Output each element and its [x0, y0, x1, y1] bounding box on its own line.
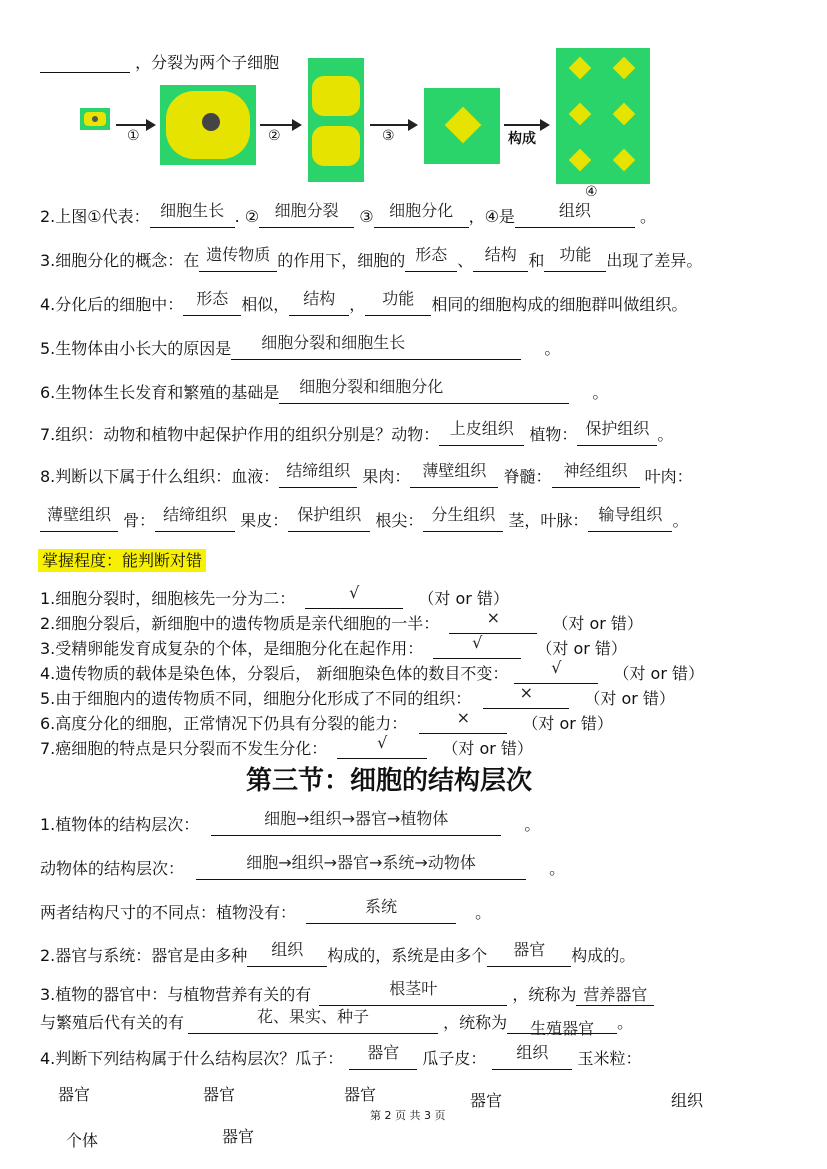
tf-question: 6.高度分化的细胞，正常情况下仍具有分裂的能力：	[40, 714, 408, 733]
tf-5	[40, 683, 675, 709]
section2-title: 掌握程度：能判断对错	[38, 549, 206, 572]
q3-blank-3	[473, 245, 528, 272]
tf-suffix: （对 or 错）	[552, 614, 643, 633]
s3-prefix: 3.植物的器官中：与植物营养有关的有	[40, 985, 312, 1004]
q3-end: 出现了差异。	[606, 251, 703, 270]
q8-blank-4	[40, 505, 118, 532]
q5-blank	[231, 333, 521, 360]
s1b-blank	[196, 853, 526, 880]
q4-end: 相同的细胞构成的细胞群叫做组织。	[431, 295, 688, 314]
q3-sep-1: 、	[457, 251, 474, 270]
q7-end: 。	[657, 425, 674, 444]
tf-suffix: （对 or 错）	[418, 589, 509, 608]
tf-question: 2.细胞分裂后，新细胞中的遗传物质是亲代细胞的一半：	[40, 614, 440, 633]
s1c-blank	[306, 897, 456, 924]
q6-answer: 细胞分裂和细胞分化	[299, 377, 444, 396]
q3-answer-1: 遗传物质	[206, 245, 271, 264]
q8-answer-1: 结缔组织	[286, 461, 351, 480]
q4-answer-2: 结构	[303, 289, 336, 308]
q3-sep-2: 和	[528, 251, 545, 270]
tf-6	[40, 708, 613, 734]
arrow-2	[260, 124, 300, 126]
s1-line	[40, 809, 541, 836]
q8-answer-5: 结缔组织	[163, 505, 228, 524]
q7-prefix: 7.组织：动物和植物中起保护作用的组织分别是？动物：	[40, 425, 440, 444]
q8-answer-6: 保护组织	[297, 505, 362, 524]
s3b-blank-2	[507, 1010, 617, 1038]
s4-label-3: 玉米粒：	[577, 1049, 642, 1068]
q6-end: 。	[592, 383, 609, 402]
tf-answer: √	[349, 583, 360, 602]
section3-title: 第三节：细胞的结构层次	[246, 766, 533, 796]
q2-answer-3: 细胞分化	[389, 201, 454, 220]
tf-blank	[514, 658, 598, 684]
s3-answer-1: 根茎叶	[389, 979, 438, 998]
q8-answer-8: 输导组织	[598, 505, 663, 524]
q2-prefix: 2.上图①代表：	[40, 207, 150, 226]
tf-blank	[305, 583, 403, 609]
handwritten-answer: 个体	[66, 1131, 99, 1150]
q4-blank-3	[365, 289, 431, 316]
s3b-line	[40, 1007, 634, 1038]
s3b-prefix: 与繁殖后代有关的有	[40, 1013, 185, 1032]
q2-end: 。	[640, 207, 657, 226]
top-blank	[40, 53, 130, 73]
s2-answer-2: 器官	[513, 940, 546, 959]
handwritten-answer: 器官	[344, 1085, 377, 1104]
s1c-prefix: 两者结构尺寸的不同点：植物没有：	[40, 903, 297, 922]
s1b-answer: 细胞→组织→器官→系统→动物体	[246, 853, 476, 872]
handwritten-answer: 器官	[203, 1085, 236, 1104]
q2-blank-3	[374, 201, 469, 228]
label-3: ③	[382, 128, 395, 144]
s1-blank	[211, 809, 501, 836]
q8-label-6: 根尖：	[375, 511, 424, 530]
tf-answer: ×	[486, 608, 500, 627]
tf-answer: ×	[456, 708, 470, 727]
tf-answer: √	[551, 658, 562, 677]
q7-line	[40, 419, 674, 446]
q7-answer-1: 上皮组织	[449, 419, 514, 438]
q2-mid-2: ③	[359, 207, 374, 226]
s3-answer-2: 营养器官	[583, 985, 648, 1004]
tf-answer: √	[377, 733, 388, 752]
s3b-mid: ，统称为	[443, 1013, 508, 1032]
q8-prefix: 8.判断以下属于什么组织：血液：	[40, 467, 280, 486]
tf-answer: √	[472, 633, 483, 652]
q4-prefix: 4.分化后的细胞中：	[40, 295, 184, 314]
q3-blank-2	[405, 245, 457, 272]
grown-cell	[160, 85, 256, 165]
q8-blank-1	[279, 461, 357, 488]
q8-answer-2: 薄壁组织	[422, 461, 487, 480]
handwritten-answer: 器官	[470, 1091, 503, 1110]
s4-prefix: 4.判断下列结构属于什么结构层次？瓜子：	[40, 1049, 344, 1068]
s4-blank-2	[492, 1043, 572, 1070]
top-line	[40, 50, 279, 73]
q7-blank-2	[577, 419, 657, 446]
tf-blank	[449, 608, 537, 634]
tf-suffix: （对 or 错）	[442, 739, 533, 758]
tf-2	[40, 608, 643, 634]
q2-blank-1	[150, 201, 235, 228]
q4-mid-2: ，	[349, 295, 366, 314]
s1c-line	[40, 897, 492, 924]
q7-blank-1	[439, 419, 524, 446]
tf-suffix: （对 or 错）	[536, 639, 627, 658]
s4-answer-1: 器官	[367, 1043, 400, 1062]
s3-blank-2	[576, 982, 654, 1006]
q8-answer-4: 薄壁组织	[46, 505, 111, 524]
arrow-1	[116, 124, 154, 126]
q3-mid-1: 的作用下，细胞的	[277, 251, 406, 270]
s3b-end: 。	[617, 1013, 634, 1032]
tissue	[556, 48, 650, 184]
q2-answer-2: 细胞分裂	[274, 201, 339, 220]
q3-answer-4: 功能	[559, 245, 592, 264]
tf-question: 3.受精卵能发育成复杂的个体，是细胞分化在起作用：	[40, 639, 424, 658]
q8-answer-3: 神经组织	[563, 461, 628, 480]
q2-line	[40, 201, 657, 228]
section2-heading	[38, 548, 206, 571]
q8-line-2	[40, 505, 689, 532]
s4-label-2: 瓜子皮：	[422, 1049, 487, 1068]
label-2: ②	[268, 128, 281, 144]
q8-end: 。	[672, 511, 689, 530]
label-4: ④	[585, 184, 598, 200]
q3-blank-4	[544, 245, 606, 272]
s2-blank-1	[247, 940, 327, 967]
q6-line	[40, 377, 609, 404]
q8-label-7: 茎，叶脉：	[508, 511, 589, 530]
s2-line	[40, 940, 636, 967]
tf-suffix: （对 or 错）	[522, 714, 613, 733]
q6-prefix: 6.生物体生长发育和繁殖的基础是	[40, 383, 280, 402]
q8-answer-7: 分生组织	[431, 505, 496, 524]
q2-blank-4	[515, 201, 635, 228]
s3b-answer-2: 生殖器官	[530, 1019, 595, 1038]
s1c-answer: 系统	[365, 897, 398, 916]
q8-label-1: 果肉：	[362, 467, 411, 486]
q8-blank-3	[552, 461, 640, 488]
s2-mid: 构成的，系统是由多个	[327, 946, 488, 965]
s2-blank-2	[487, 940, 571, 967]
q4-blank-1	[183, 289, 241, 316]
arrow-4	[504, 124, 548, 126]
tf-blank	[433, 633, 521, 659]
s4-line	[40, 1043, 642, 1070]
q5-line	[40, 333, 561, 360]
q8-blank-6	[288, 505, 370, 532]
s1-end: 。	[524, 815, 541, 834]
handwritten-answer: 器官	[58, 1085, 91, 1104]
handwritten-answer: 组织	[671, 1091, 704, 1110]
s2-prefix: 2.器官与系统：器官是由多种	[40, 946, 248, 965]
q3-answer-2: 形态	[415, 245, 448, 264]
small-cell	[80, 108, 110, 130]
tf-blank	[337, 733, 427, 759]
q3-blank-1	[199, 245, 277, 272]
label-1: ①	[127, 128, 140, 144]
s3-mid: ，统称为	[512, 985, 577, 1004]
q7-answer-2: 保护组织	[585, 419, 650, 438]
q4-answer-1: 形态	[196, 289, 229, 308]
page-footer: 第 2 页 共 3 页	[370, 1109, 446, 1122]
q7-mid: 植物：	[529, 425, 578, 444]
q3-line	[40, 245, 703, 272]
top-text: ，分裂为两个子细胞	[135, 53, 280, 72]
divided-cells	[308, 58, 364, 182]
s3b-blank-1	[188, 1007, 438, 1034]
q3-prefix: 3.细胞分化的概念：在	[40, 251, 200, 270]
s1b-line	[40, 853, 566, 880]
tf-question: 5.由于细胞内的遗传物质不同，细胞分化形成了不同的组织：	[40, 689, 472, 708]
s2-answer-1: 组织	[271, 940, 304, 959]
q4-answer-3: 功能	[382, 289, 415, 308]
q5-prefix: 5.生物体由小长大的原因是	[40, 339, 232, 358]
q8-blank-5	[155, 505, 235, 532]
q3-answer-3: 结构	[484, 245, 517, 264]
q2-answer-1: 细胞生长	[160, 201, 225, 220]
q8-blank-7	[423, 505, 503, 532]
arrow-3	[370, 124, 416, 126]
s2-end: 构成的。	[571, 946, 636, 965]
s3b-answer-1: 花、果实、种子	[257, 1007, 370, 1026]
q8-label-4: 骨：	[123, 511, 156, 530]
s1-answer: 细胞→组织→器官→植物体	[264, 809, 449, 828]
tf-4	[40, 658, 704, 684]
q4-line	[40, 289, 688, 316]
s4-answer-2: 组织	[516, 1043, 549, 1062]
s1b-prefix: 动物体的结构层次：	[40, 859, 185, 878]
tf-suffix: （对 or 错）	[584, 689, 675, 708]
s1c-end: 。	[475, 903, 492, 922]
q8-blank-8	[588, 505, 672, 532]
q6-blank	[279, 377, 569, 404]
tf-7	[40, 733, 533, 759]
tf-1	[40, 583, 509, 609]
q8-blank-2	[410, 461, 498, 488]
q2-blank-2	[259, 201, 354, 228]
q2-mid-3: ，④是	[468, 207, 515, 226]
q8-line-1	[40, 461, 693, 488]
s3-line	[40, 979, 654, 1006]
s1b-end: 。	[549, 859, 566, 878]
q4-blank-2	[289, 289, 349, 316]
q4-mid-1: 相似，	[241, 295, 290, 314]
q2-answer-4: 组织	[558, 201, 591, 220]
tf-3	[40, 633, 627, 659]
q5-end: 。	[544, 339, 561, 358]
q8-label-2: 脊髓：	[503, 467, 552, 486]
tf-suffix: （对 or 错）	[613, 664, 704, 683]
tf-question: 1.细胞分裂时，细胞核先一分为二：	[40, 589, 296, 608]
s1-prefix: 1.植物体的结构层次：	[40, 815, 200, 834]
q2-mid-1: . ②	[234, 207, 260, 226]
handwritten-answer: 器官	[222, 1127, 255, 1146]
q5-answer: 细胞分裂和细胞生长	[261, 333, 406, 352]
tf-question: 7.癌细胞的特点是只分裂而不发生分化：	[40, 739, 328, 758]
differentiated-cell	[424, 88, 500, 164]
s3-blank-1	[319, 979, 507, 1006]
tf-blank	[483, 683, 569, 709]
tf-blank	[419, 708, 507, 734]
q8-label-5: 果皮：	[240, 511, 289, 530]
tf-question: 4.遗传物质的载体是染色体，分裂后， 新细胞染色体的数目不变：	[40, 664, 509, 683]
tf-answer: ×	[519, 683, 533, 702]
q8-label-3: 叶肉：	[644, 467, 693, 486]
constitutes-label: 构成	[508, 131, 536, 147]
s4-blank-1	[349, 1043, 417, 1070]
